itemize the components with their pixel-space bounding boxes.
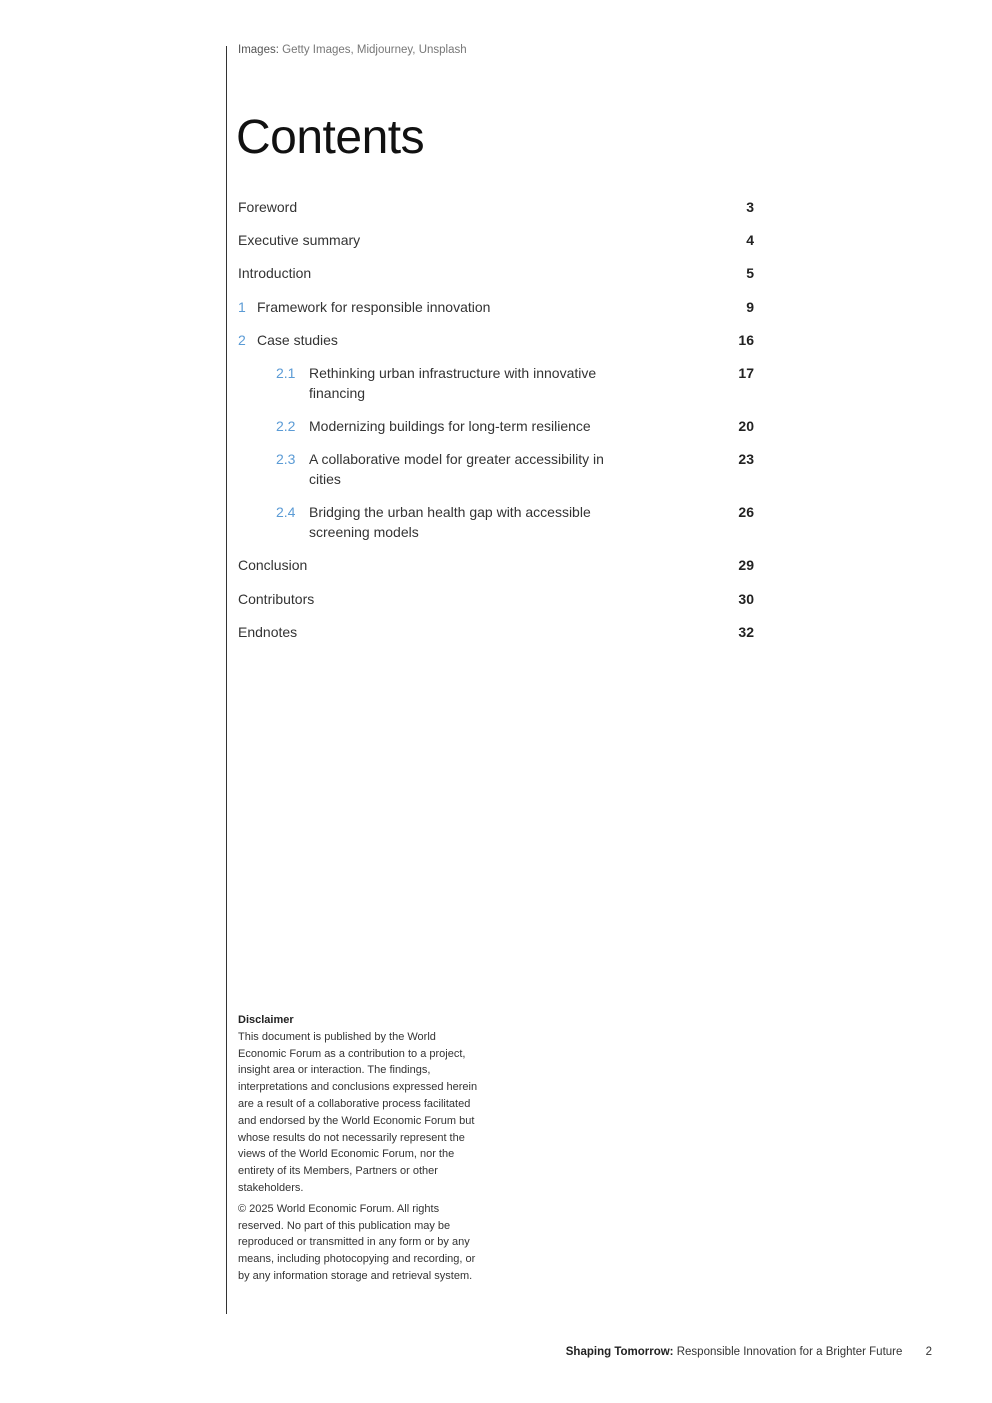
toc-entry-label: Foreword	[238, 199, 298, 215]
page-number: 2	[925, 1346, 932, 1358]
toc-entry-number: 2.4	[276, 504, 296, 520]
toc-entry-page: 20	[738, 418, 754, 434]
margin-rule	[226, 46, 227, 1314]
disclaimer-heading: Disclaimer	[238, 1014, 294, 1026]
toc-entry-number: 2	[238, 332, 246, 348]
toc-entry-label: Modernizing buildings for long-term resilience	[309, 418, 591, 434]
toc-entry-number: 2.1	[276, 365, 296, 381]
toc-entry-page: 23	[738, 451, 754, 467]
toc-entry-label: Introduction	[238, 265, 312, 281]
copyright-notice: © 2025 World Economic Forum. All rights reserved. No part of this publication may be reproduced or transmitted in any form or by any means, including photocopying and recording, or by any information storage and retrieval system.	[238, 1202, 476, 1282]
toc-entry-label: Conclusion	[238, 557, 308, 573]
toc-entry-label: Endnotes	[238, 624, 298, 640]
toc-entry-number: 2.2	[276, 418, 296, 434]
page-title: Contents	[236, 111, 425, 164]
toc-entry-section-2-1[interactable]	[238, 364, 754, 417]
toc-entry-section-2-2[interactable]	[238, 417, 754, 450]
toc-entry-chapter-2[interactable]	[238, 331, 754, 364]
toc-entry-page: 16	[738, 332, 754, 348]
disclaimer-block	[238, 1012, 478, 1285]
toc-entry-label: A collaborative model for greater accessibility in cities	[309, 451, 604, 487]
toc-entry-page: 3	[746, 199, 754, 215]
toc-entry-page: 4	[746, 232, 754, 248]
toc-entry-number: 1	[238, 299, 246, 315]
page-footer	[566, 1346, 932, 1358]
toc-entry-executive-summary[interactable]	[238, 231, 754, 264]
toc-entry-contributors[interactable]	[238, 590, 754, 623]
toc-entry-chapter-1[interactable]	[238, 298, 754, 331]
toc-entry-label: Framework for responsible innovation	[257, 299, 491, 315]
toc-entry-endnotes[interactable]	[238, 623, 754, 656]
toc-entry-label: Case studies	[257, 332, 338, 348]
toc-entry-section-2-3[interactable]	[238, 450, 754, 503]
toc-entry-page: 5	[746, 265, 754, 281]
footer-title: Responsible Innovation for a Brighter Future	[676, 1346, 903, 1358]
toc-entry-label: Executive summary	[238, 232, 361, 248]
image-credits	[238, 44, 467, 56]
toc-entry-page: 29	[738, 557, 754, 573]
toc-entry-label: Contributors	[238, 591, 315, 607]
footer-series: Shaping Tomorrow:	[565, 1346, 674, 1358]
toc-entry-label: Bridging the urban health gap with accessible screening models	[309, 504, 591, 540]
toc-entry-introduction[interactable]	[238, 264, 754, 298]
toc-entry-page: 17	[738, 365, 754, 381]
toc-entry-conclusion[interactable]	[238, 556, 754, 590]
toc-entry-section-2-4[interactable]	[238, 503, 754, 556]
image-credits-sources: Getty Images, Midjourney, Unsplash	[282, 44, 467, 56]
toc-entry-label: Rethinking urban infrastructure with innovative financing	[309, 365, 597, 401]
toc-entry-number: 2.3	[276, 451, 296, 467]
toc-entry-page: 32	[738, 624, 754, 640]
table-of-contents	[238, 198, 754, 656]
toc-entry-page: 26	[738, 504, 754, 520]
toc-entry-page: 30	[738, 591, 754, 607]
toc-entry-page: 9	[746, 299, 754, 315]
toc-entry-foreword[interactable]	[238, 198, 754, 231]
image-credits-label: Images:	[238, 44, 279, 56]
disclaimer-body: This document is published by the World Economic Forum as a contribution to a project, insight area or interaction. The findings, interpretations and conclusions expressed herein are a result of a collaborative process facilitated and endorsed by the World Economic Forum but whose results do not necessarily represent the views of the World Economic Forum, nor the entirety of its Members, Partners or other stakeholders.	[238, 1030, 478, 1194]
